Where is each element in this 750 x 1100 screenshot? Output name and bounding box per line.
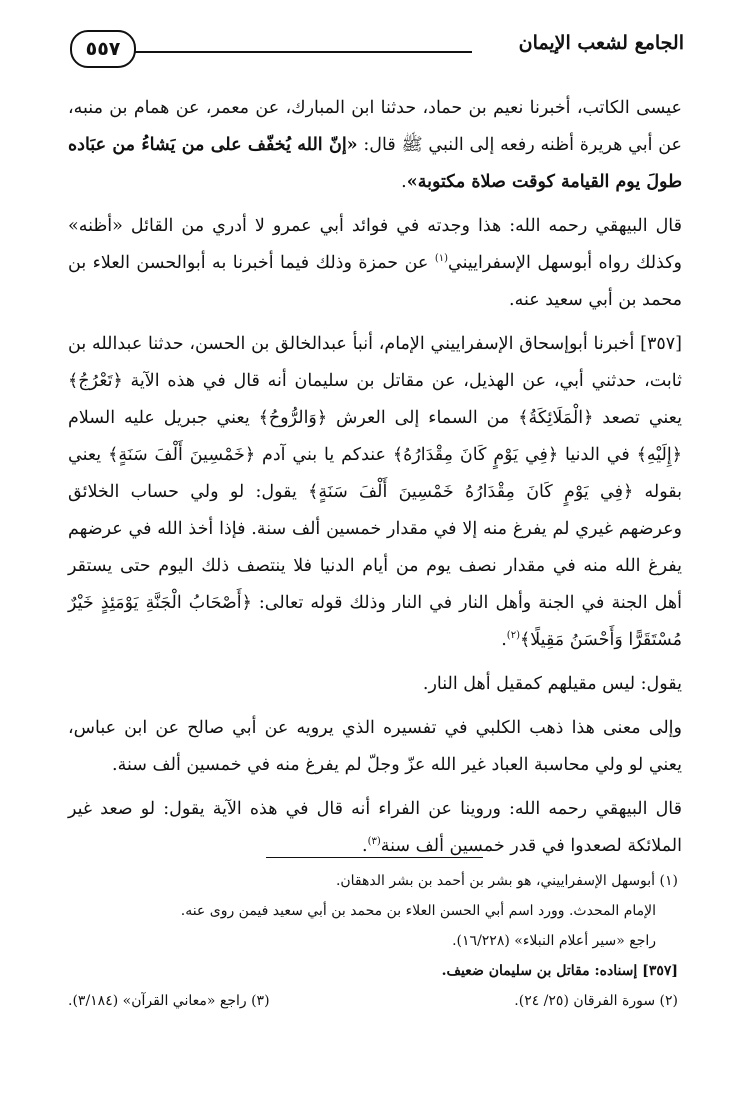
footnote-row-2-3 <box>68 986 678 1016</box>
running-title: الجامع لشعب الإيمان <box>518 32 684 54</box>
paragraph-farra <box>68 791 682 865</box>
paragraph-bayhaqi-note <box>68 208 682 319</box>
header-rule <box>134 51 472 53</box>
paragraph-text: عيسى الكاتب، أخبرنا نعيم بن حماد، حدثنا ابن المبارك، عن معمر، عن همام بن منبه، عن أبي هريرة أظنه رفعه إلى النبي ﷺ قال: <box>68 98 682 155</box>
footnote-ref-2: (٢) <box>506 630 520 642</box>
paragraph-tail: . <box>362 836 368 856</box>
paragraph-hadith-357 <box>68 326 682 659</box>
footnotes <box>68 866 678 1016</box>
footnote-ref-3: (٣) <box>367 836 381 848</box>
paragraph-text: وإلى معنى هذا ذهب الكلبي في تفسيره الذي يرويه عن أبي صالح عن ابن عباس، يعني لو ولي محاسبة العباد غير الله عزّ وجلّ لم يفرغ منه في خمسين ألف سنة. <box>68 718 682 775</box>
paragraph-text: [٣٥٧] أخبرنا أبوإسحاق الإسفراييني الإمام، أنبأ عبدالخالق بن الحسن، حدثنا عبدالله بن ثابت، حدثني أبي، عن الهذيل، عن مقاتل بن سليمان أنه قال في هذه الآية ﴿تَعْرُجُ﴾ يعني تصعد ﴿الْمَلَائِكَةُ﴾ من السماء إلى العرش ﴿وَالرُّوحُ﴾ يعني جبريل عليه السلام ﴿إِلَيْهِ﴾ في الدنيا ﴿فِي يَوْمٍ كَانَ مِقْدَارُهُ﴾ عندكم يا بني آدم ﴿خَمْسِينَ أَلْفَ سَنَةٍ﴾ يعني بقوله ﴿فِي يَوْمٍ كَانَ مِقْدَارُهُ خَمْسِينَ أَلْفَ سَنَةٍ﴾ يقول: لو ولي حساب الخلائق وعرضهم غيري لم يفرغ منه إلا في مقدار خمسين ألف سنة. فإذا أخذ الله في عرضهم يفرغ الله منه في مقدار نصف يوم من أيام الدنيا فلا ينتصف ذلك اليوم حتى يستقر أهل الجنة في الجنة وأهل النار في النار وذلك قوله تعالى: ﴿أَصْحَابُ الْجَنَّةِ يَوْمَئِذٍ خَيْرٌ مُسْتَقَرًّا وَأَحْسَنُ مَقِيلًا﴾ <box>68 334 683 650</box>
footnote-ref-1: (١) <box>434 253 448 265</box>
paragraph-tail: عن حمزة وذلك فيما أخبرنا به أبوالحسن العلاء بن محمد بن أبي سعيد عنه. <box>68 253 682 310</box>
paragraph-text: يقول: ليس مقيلهم كمقيل أهل النار. <box>422 674 682 694</box>
paragraph-kalbi <box>68 710 682 784</box>
paragraph-tail: . <box>501 630 507 650</box>
footnote-1-line-2: الإمام المحدث. وورد اسم أبي الحسن العلاء بن محمد بن أبي سعيد فيمن روى عنه. <box>180 903 656 919</box>
footnote-1-line-3: راجع «سير أعلام النبلاء» (١٦/٢٢٨). <box>452 933 656 949</box>
paragraph-text: قال البيهقي رحمه الله: وروينا عن الفراء أنه قال في هذه الآية يقول: لو صعد غير الملائكة لصعدوا في قدر خمسين ألف سنة <box>68 799 682 856</box>
isnad-note: [٣٥٧] إسناده: مقاتل بن سليمان ضعيف. <box>441 963 678 979</box>
paragraph-yaqul <box>68 666 682 703</box>
footnote-separator <box>266 857 483 858</box>
body-text <box>68 90 682 872</box>
page-number: ٥٥٧ <box>70 30 136 68</box>
footnote-2: (٢) سورة الفرقان (٢٥/ ٢٤). <box>514 993 678 1009</box>
hadith-quote: «إنّ الله يُخفّف على من يَشاءُ من عبَاده طولَ يوم القيامة كوقت صلاة مكتوبة» <box>68 135 682 192</box>
footnote-1-line-1: (١) أبوسهل الإسفراييني، هو بشر بن أحمد بن بشر الدهقان. <box>335 873 678 889</box>
paragraph-tail: . <box>401 172 407 192</box>
page-header <box>70 30 684 74</box>
footnote-3: (٣) راجع «معاني القرآن» (٣/١٨٤). <box>68 993 270 1009</box>
paragraph-text: قال البيهقي رحمه الله: هذا وجدته في فوائد أبي عمرو لا أدري من القائل «أظنه» وكذلك رواه أبوسهل الإسفراييني <box>68 216 682 273</box>
paragraph-hadith-1 <box>68 90 682 201</box>
